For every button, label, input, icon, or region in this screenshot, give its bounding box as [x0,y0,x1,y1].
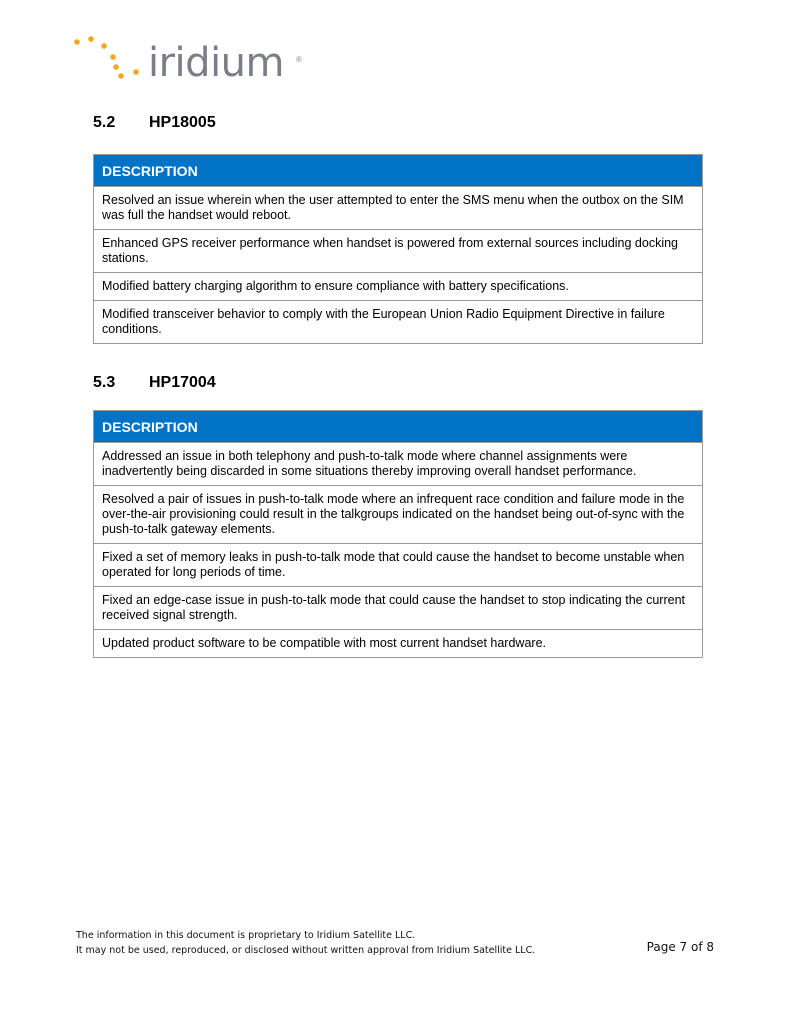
description-table-hp17004 [93,410,703,658]
section-title: HP17004 [149,374,216,391]
section-number: 5.3 [93,374,116,391]
table-row [94,301,703,344]
table-row [94,443,703,486]
row-text: Modified battery charging algorithm to ensure compliance with battery specifications. [94,273,703,301]
section-heading-5-3 [93,372,703,394]
footer-disclaimer [76,928,535,958]
row-text: Addressed an issue in both telephony and push-to-talk mode where channel assignments were inadvertently being discarded in some situations thereby improving overall handset performance. [94,443,703,486]
table-row [94,230,703,273]
row-text: Updated product software to be compatible with most current handset hardware. [94,630,703,658]
table-header: DESCRIPTION [94,155,703,187]
footer-line-1: The information in this document is proprietary to Iridium Satellite LLC. [76,930,416,941]
table-row [94,486,703,544]
logo-wordmark: iridium [148,40,284,86]
section-heading-5-2 [93,112,703,134]
row-text: Resolved a pair of issues in push-to-talk mode where an infrequent race condition and failure mode in the over-the-air provisioning could result in the talkgroups indicated on the handset being out-of-sync with the push-to-talk gateway elements. [94,486,703,544]
row-text: Modified transceiver behavior to comply with the European Union Radio Equipment Directive in failure conditions. [94,301,703,344]
footer-line-2: It may not be used, reproduced, or disclosed without written approval from Iridium Satellite LLC. [76,945,536,956]
table-row [94,273,703,301]
row-text: Fixed an edge-case issue in push-to-talk mode that could cause the handset to stop indicating the current received signal strength. [94,587,703,630]
logo-registered-mark: ® [296,55,302,64]
description-table-hp18005 [93,154,703,344]
row-text: Resolved an issue wherein when the user attempted to enter the SMS menu when the outbox on the SIM was full the handset would reboot. [94,187,703,230]
table-row [94,544,703,587]
table-row [94,187,703,230]
section-number: 5.2 [93,114,116,131]
table-header: DESCRIPTION [94,411,703,443]
row-text: Fixed a set of memory leaks in push-to-talk mode that could cause the handset to become unstable when operated for long periods of time. [94,544,703,587]
table-row [94,587,703,630]
table-row [94,630,703,658]
section-title: HP18005 [149,114,216,131]
page-number: Page 7 of 8 [646,940,714,954]
row-text: Enhanced GPS receiver performance when handset is powered from external sources including docking stations. [94,230,703,273]
